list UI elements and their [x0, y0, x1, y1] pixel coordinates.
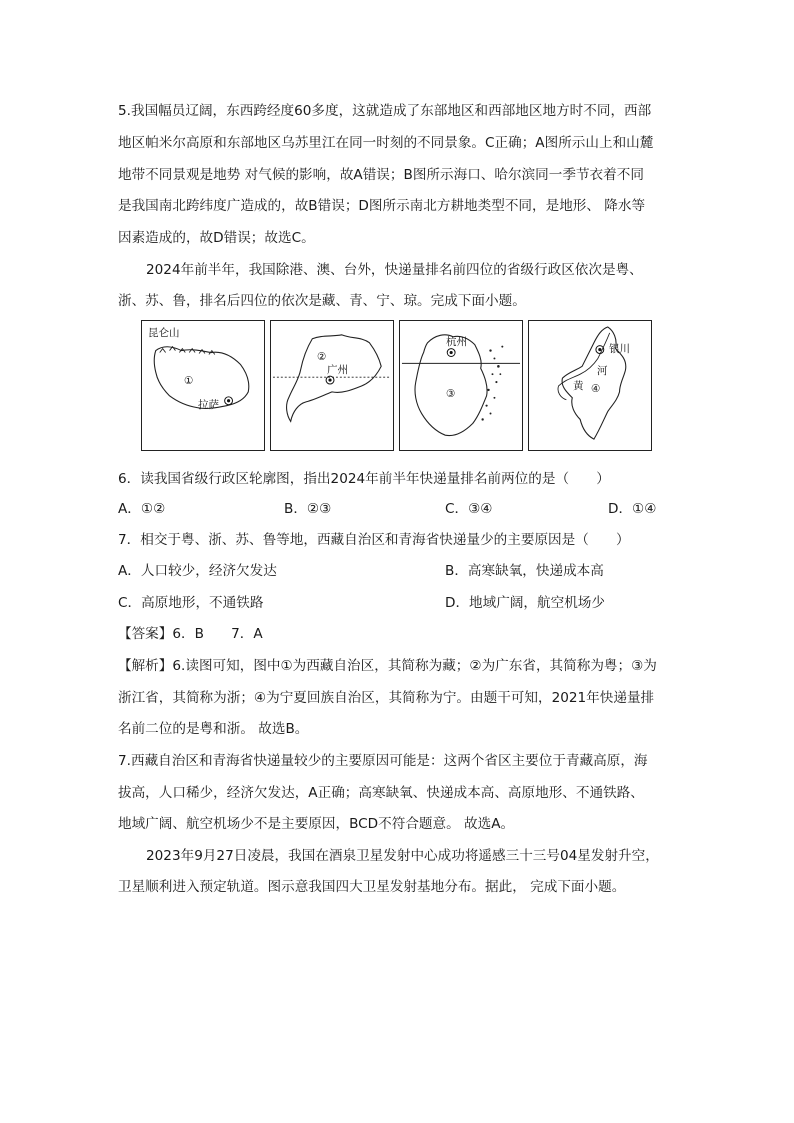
q7-option-c: C．高原地形，不通铁路: [118, 595, 264, 611]
river-label-huang: 黄: [573, 380, 584, 392]
q7-stem: 7．相交于粤、浙、苏、鲁等地，西藏自治区和青海省快递量少的主要原因是（ ）: [118, 532, 630, 548]
analysis-line-4: 7.西藏自治区和青海省快递量较少的主要原因可能是：这两个省区主要位于青藏高原，海: [118, 753, 648, 769]
map-guangdong: [270, 320, 394, 451]
q6-option-d: D．①④: [608, 501, 657, 517]
analysis-line-5: 拔高，人口稀少，经济欠发达，A正确；高寒缺氧、快递成本高、高原地形、不通铁路、: [118, 785, 644, 801]
q5-line-2: 地区帕米尔高原和东部地区乌苏里江在同一时刻的不同景象。C正确；A图所示山上和山麓: [118, 135, 654, 151]
q7-option-d: D．地域广阔，航空机场少: [445, 595, 605, 611]
map-ningxia: [528, 320, 652, 451]
province-outline-maps: [141, 320, 653, 453]
hangzhou-label: 杭州: [446, 336, 467, 348]
intro-line-1: 2024年前半年，我国除港、澳、台外，快递量排名前四位的省级行政区依次是粤、: [146, 262, 643, 278]
analysis-line-6: 地域广阔、航空机场少不是主要原因，BCD不符合题意。 故选A。: [118, 816, 515, 832]
yinchuan-label: 银川: [609, 343, 630, 355]
q6-option-a: A．①②: [118, 501, 166, 517]
q5-line-4: 是我国南北跨纬度广造成的，故B错误；D图所示南北方耕地类型不同，是地形、 降水等: [118, 198, 646, 214]
q6-stem: 6．读我国省级行政区轮廓图，指出2024年前半年快递量排名前两位的是（ ）: [118, 471, 610, 487]
answer-line: 【答案】6．B 7．A: [118, 626, 263, 642]
next-intro-line-1: 2023年9月27日凌晨，我国在酒泉卫星发射中心成功将遥感三十三号04星发射升空，: [146, 848, 659, 864]
tibet-outline: [142, 321, 264, 450]
q7-option-a: A．人口较少，经济欠发达: [118, 563, 277, 579]
map-tibet: [141, 320, 265, 451]
next-intro-line-2: 卫星顺利进入预定轨道。图示意我国四大卫星发射基地分布。据此， 完成下面小题。: [118, 879, 626, 895]
q6-option-b: B．②③: [284, 501, 332, 517]
map1-number: ①: [184, 375, 194, 387]
ningxia-outline: [529, 321, 651, 450]
kunlun-mountain-label: 昆仑山: [148, 327, 180, 339]
guangzhou-label: 广州: [327, 364, 348, 376]
map3-number: ③: [446, 388, 456, 400]
q5-line-5: 因素造成的，故D错误；故选C。: [118, 230, 315, 246]
guangdong-outline: [271, 321, 393, 450]
map4-number: ④: [591, 383, 601, 395]
analysis-line-3: 名前二位的是粤和浙。 故选B。: [118, 721, 309, 737]
map2-number: ②: [317, 351, 327, 363]
analysis-line-1: 【解析】6.读图可知，图中①为西藏自治区，其简称为藏；②为广东省，其简称为粤；③为: [118, 658, 657, 674]
lhasa-label: 拉萨: [198, 399, 219, 411]
map-zhejiang: [399, 320, 523, 451]
q6-option-c: C．③④: [445, 501, 493, 517]
q5-line-1: 5.我国幅员辽阔，东西跨经度60多度，这就造成了东部地区和西部地区地方时不同，西部: [118, 103, 652, 119]
q7-option-b: B．高寒缺氧，快递成本高: [445, 563, 604, 579]
intro-line-2: 浙、苏、鲁，排名后四位的依次是藏、青、宁、琼。完成下面小题。: [118, 293, 526, 309]
river-label-he: 河: [597, 365, 608, 377]
analysis-line-2: 浙江省，其简称为浙；④为宁夏回族自治区，其简称为宁。由题干可知，2021年快递量排: [118, 690, 655, 706]
q5-line-3: 地带不同景观是地势 对气候的影响，故A错误；B图所示海口、哈尔滨同一季节衣着不同: [118, 167, 644, 183]
